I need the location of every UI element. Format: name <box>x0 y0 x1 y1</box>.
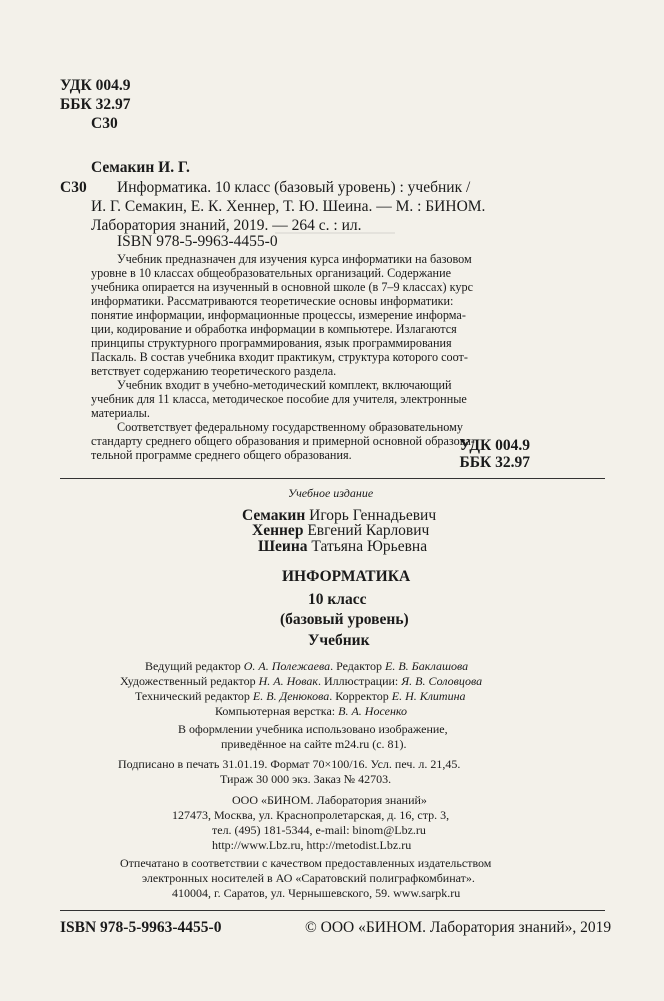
author-name: Евгений Карлович <box>307 522 430 539</box>
print-info: Тираж 30 000 экз. Заказ № 42703. <box>220 772 392 786</box>
udk-code: УДК 004.9 <box>60 77 131 94</box>
annotation-line: тельной программе среднего общего образования. <box>91 448 352 462</box>
author-surname: Семакин <box>242 507 306 524</box>
book-type: Учебник <box>308 632 370 649</box>
entry-desc-line: Информатика. 10 класс (базовый уровень) : учебник / <box>117 179 471 196</box>
footer-isbn: ISBN 978-5-9963-4455-0 <box>60 919 222 936</box>
annotation-line: принципы структурного программирования, язык программирования <box>91 336 452 350</box>
author-line <box>258 537 427 556</box>
entry-desc-line: И. Г. Семакин, Е. К. Хеннер, Т. Ю. Шеина. — М. : БИНОМ. <box>91 198 486 215</box>
annotation-line: Соответствует федеральному государственному образовательному <box>117 420 463 434</box>
print-info: Подписано в печать 31.01.19. Формат 70×100/16. Усл. печ. л. 21,45. <box>118 757 461 771</box>
author-code: С30 <box>91 115 118 132</box>
staff-line: Художественный редактор Н. А. Новак. Иллюстрации: Я. В. Соловцова <box>120 674 483 688</box>
annotation-line: уровне в 10 классах общеобразовательных организаций. Содержание <box>91 266 452 280</box>
staff-line: Технический редактор Е. В. Денюкова. Корректор Е. Н. Клитина <box>135 689 466 703</box>
annotation-line: учебник для 11 класса, методическое пособие для учителя, электронные <box>91 392 467 406</box>
annotation-line: стандарту среднего общего образования и примерной основной образова- <box>91 434 475 448</box>
staff-line: Ведущий редактор О. А. Полежаева. Редактор Е. В. Баклашова <box>145 659 469 673</box>
printer-line: 410004, г. Саратов, ул. Чернышевского, 59. www.sarpk.ru <box>172 886 461 900</box>
annotation-line: учебника опирается на изученный в основной школе (в 7–9 классах) курс <box>91 280 473 294</box>
book-level: (базовый уровень) <box>280 611 409 628</box>
author-name: Игорь Геннадьевич <box>309 507 437 524</box>
image-note: приведённое на сайте m24.ru (с. 81). <box>221 737 407 751</box>
divider-rule <box>60 478 605 479</box>
annotation-line: Паскаль. В состав учебника входит практикум, структура которого соот- <box>91 350 468 364</box>
annotation-line: информатики. Рассматриваются теоретические основы информатики: <box>91 294 454 308</box>
bottom-udk-code: УДК 004.9 <box>459 437 530 454</box>
author-name: Татьяна Юрьевна <box>311 538 428 555</box>
annotation-line: материалы. <box>91 406 150 420</box>
annotation-line: понятие информации, информационные процессы, измерение информа- <box>91 308 466 322</box>
edition-type: Учебное издание <box>288 486 374 500</box>
entry-author: Семакин И. Г. <box>91 159 190 176</box>
staff-line: Компьютерная верстка: В. А. Носенко <box>215 704 408 718</box>
entry-isbn: ISBN 978-5-9963-4455-0 <box>117 233 278 250</box>
image-note: В оформлении учебника использовано изображение, <box>178 722 448 736</box>
book-title: ИНФОРМАТИКА <box>282 568 411 585</box>
footer-copyright: © ООО «БИНОМ. Лаборатория знаний», 2019 <box>305 919 612 936</box>
publisher-line: 127473, Москва, ул. Краснопролетарская, д. 16, стр. 3, <box>172 808 450 822</box>
author-surname: Шеина <box>258 538 308 555</box>
printer-line: электронных носителей в АО «Саратовский полиграфкомбинат». <box>142 871 475 885</box>
entry-code: С30 <box>60 179 87 196</box>
entry-desc-line: Лаборатория знаний, 2019. — 264 с. : ил. <box>91 217 362 234</box>
publisher-line: ООО «БИНОМ. Лаборатория знаний» <box>232 793 427 807</box>
annotation-line: Учебник входит в учебно-методический комплект, включающий <box>117 378 452 392</box>
annotation-line: ветствует содержанию теоретического раздела. <box>91 364 337 378</box>
bbk-code: ББК 32.97 <box>60 96 131 113</box>
bottom-bbk-code: ББК 32.97 <box>459 454 530 471</box>
annotation-line: Учебник предназначен для изучения курса информатики на базовом <box>117 252 472 266</box>
printer-line: Отпечатано в соответствии с качеством предоставленных издательством <box>120 856 492 870</box>
author-surname: Хеннер <box>252 522 304 539</box>
annotation-line: ции, кодирование и обработка информации в компьютере. Излагаются <box>91 322 457 336</box>
divider-rule <box>60 910 605 911</box>
publisher-line: тел. (495) 181-5344, e-mail: binom@Lbz.ru <box>212 823 426 837</box>
book-grade: 10 класс <box>308 591 367 608</box>
publisher-line: http://www.Lbz.ru, http://metodist.Lbz.ru <box>212 838 412 852</box>
